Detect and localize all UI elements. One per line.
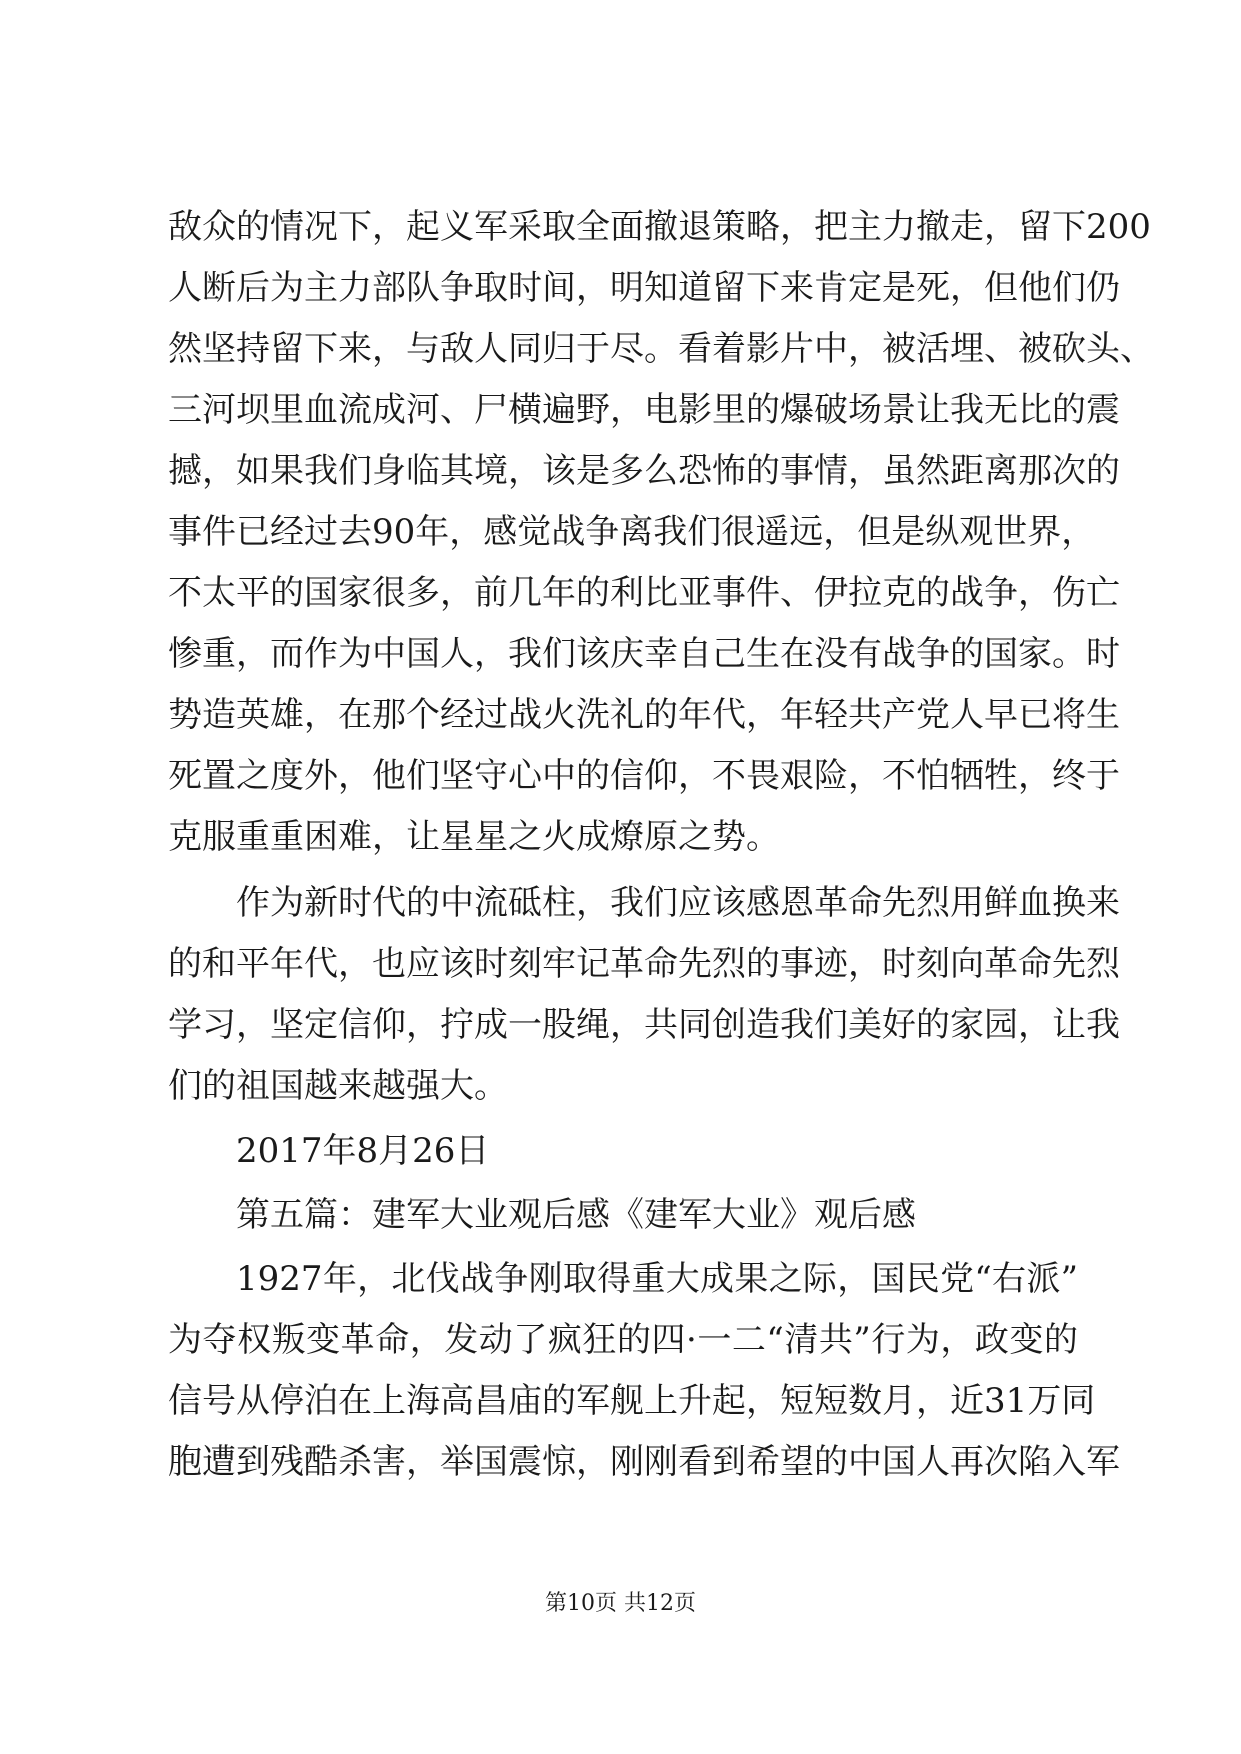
text-line: 撼，如果我们身临其境，该是多么恐怖的事情，虽然距离那次的 [168,451,1120,491]
text-line: 三河坝里血流成河、尸横遍野，电影里的爆破场景让我无比的震 [168,390,1120,430]
text-line: 胞遭到残酷杀害，举国震惊，刚刚看到希望的中国人再次陷入军 [168,1442,1120,1482]
paragraph-first-line: 1927年，北伐战争刚取得重大成果之际，国民党“右派” [236,1259,1078,1299]
text-line: 然坚持留下来，与敌人同归于尽。看着影片中，被活埋、被砍头、 [168,329,1154,369]
text-line: 为夺权叛变革命，发动了疯狂的四·一二“清共”行为，政变的 [168,1320,1078,1360]
text-line: 们的祖国越来越强大。 [168,1066,508,1106]
text-line: 信号从停泊在上海高昌庙的军舰上升起，短短数月，近31万同 [168,1381,1096,1421]
text-line: 死置之度外，他们坚守心中的信仰，不畏艰险，不怕牺牲，终于 [168,756,1120,796]
page-footer: 第10页 共12页 [545,1591,696,1616]
paragraph-first-line: 作为新时代的中流砥柱，我们应该感恩革命先烈用鲜血换来 [236,883,1120,923]
text-line: 势造英雄，在那个经过战火洗礼的年代，年轻共产党人早已将生 [168,695,1120,735]
text-line: 敌众的情况下，起义军采取全面撤退策略，把主力撤走，留下200 [168,207,1151,247]
text-line: 的和平年代，也应该时刻牢记革命先烈的事迹，时刻向革命先烈 [168,944,1120,984]
date-line: 2017年8月26日 [236,1131,490,1171]
text-line: 不太平的国家很多，前几年的利比亚事件、伊拉克的战争，伤亡 [168,573,1120,613]
section-heading: 第五篇：建军大业观后感《建军大业》观后感 [236,1195,916,1235]
text-line: 惨重，而作为中国人，我们该庆幸自己生在没有战争的国家。时 [168,634,1120,674]
text-line: 克服重重困难，让星星之火成燎原之势。 [168,817,780,857]
text-line: 人断后为主力部队争取时间，明知道留下来肯定是死，但他们仍 [168,268,1120,308]
text-line: 事件已经过去90年，感觉战争离我们很遥远，但是纵观世界， [168,512,1096,552]
text-line: 学习，坚定信仰，拧成一股绳，共同创造我们美好的家园，让我 [168,1005,1120,1045]
